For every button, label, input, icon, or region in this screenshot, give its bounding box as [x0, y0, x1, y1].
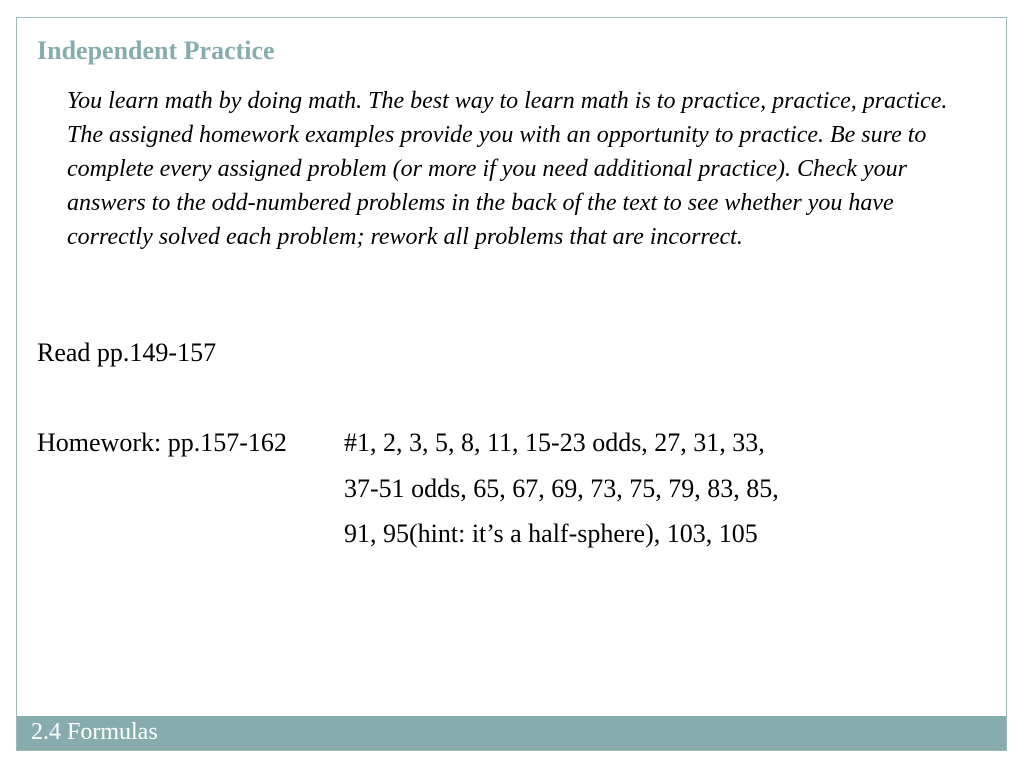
intro-paragraph: You learn math by doing math. The best way to learn math is to practice, practice, practice. The assigned homework examples provide you with an opportunity to practice. Be sure to complete every assigned problem (or more if you need additional practice). Check your answers to the odd-numbered problems in the back of the text to see whether you have correctly solved each problem; rework all problems that are incorrect. [67, 88, 948, 250]
reading-assignment: Read pp.149-157 [37, 338, 217, 367]
homework-problems-line-1: #1, 2, 3, 5, 8, 11, 15-23 odds, 27, 31, 33, [344, 428, 765, 457]
homework-problems-line-2: 37-51 odds, 65, 67, 69, 73, 75, 79, 83, 85, [344, 474, 779, 503]
slide-title: Independent Practice [37, 36, 275, 65]
homework-label: Homework: pp.157-162 [37, 428, 287, 457]
slide-frame [16, 17, 1007, 751]
footer-bar [17, 716, 1006, 750]
homework-problems-line-3: 91, 95(hint: it’s a half-sphere), 103, 105 [344, 519, 758, 548]
footer-section-title: 2.4 Formulas [31, 719, 158, 745]
